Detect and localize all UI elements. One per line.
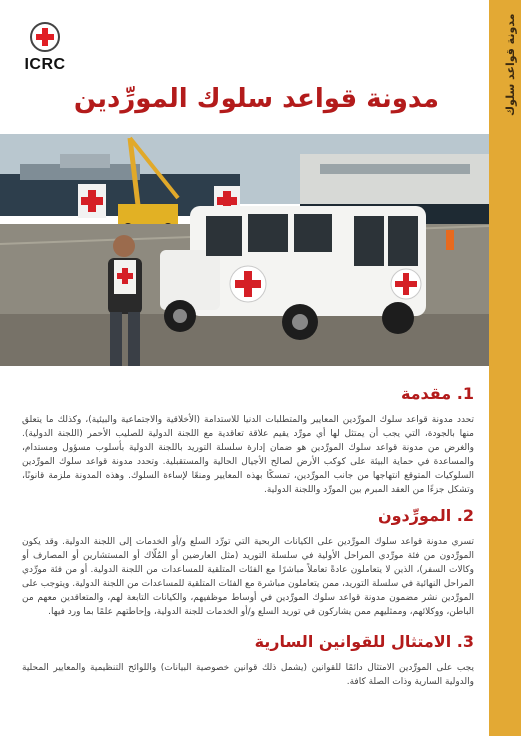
section-compliance (22, 632, 474, 689)
section-suppliers (22, 506, 474, 619)
section-heading: 3. الامتثال للقوانين السارية (254, 632, 474, 651)
logo-wordmark: ICRC (24, 56, 66, 73)
red-cross-emblem-icon (30, 22, 60, 52)
port-photo-illustration (0, 134, 489, 366)
icrc-logo (22, 22, 68, 74)
side-tab (489, 0, 521, 736)
page-title: مدونة قواعد سلوك المورِّدين (73, 84, 439, 114)
side-tab-label: مدونة قواعد سلوك (504, 14, 517, 117)
section-heading: 1. مقدمة (400, 384, 474, 403)
section-body: يجب على المورِّدين الامتثال دائمًا للقوانين (يشمل ذلك قوانين خصوصية البيانات) واللوائح التنظيمية والمعايير المحلية والدولية السارية وذات الصلة كافة. (22, 663, 474, 687)
section-introduction (22, 384, 474, 497)
section-body: تسري مدونة قواعد سلوك المورِّدين على الكيانات الربحية التي تورِّد السلع و/أو الخدمات إلى اللجنة الدولية. وقد يكون المورِّدون من فئة مورِّدي المراحل الأولية في سلسلة التوريد (مثل العارضين أو المُلّاك أو المستشارين أو المصارف أو وكالات السفر)، الذين لا يتعاملون عادةً تعاملاً مباشرًا مع الفئات المتلقية للمساعدات من اللجنة الدولية. أو من فئة مورِّدي المراحل النهائية في سلسلة التوريد، ممن يتعاملون مباشرة مع الفئات المتلقية للمساعدات من اللجنة الدولية. ويتوجب على المورِّدين نشر مضمون مدونة قواعد سلوك المورِّدين في أوساط موظفيهم، والكيانات التابعة لهم، والمتعاقدين معهم من الباطن، ووكلائهم، وممثليهم ممن يشاركون في توريد السلع و/أو الخدمات للجنة الدولية، وإحاطتهم علمًا بما ورد فيها. (22, 537, 474, 617)
section-heading: 2. المورِّدون (377, 506, 474, 525)
section-body: تحدد مدونة قواعد سلوك المورِّدين المعايير والمتطلبات الدنيا للاستدامة (الأخلاقية والاجتماعية والبيئية)، وكذلك ما يتعلق منها بالجودة، التي يجب أن يمتثل لها أي مورِّد يقيم علاقة تعاقدية مع اللجنة الدولية للصليب الأحمر (اللجنة الدولية). والغرض من مدونة قواعد سلوك المورِّدين هو ضمان إدارة سلسلة التوريد باللجنة الدولية بأسلوب مسؤول ومستدام، والمساعدة في حماية البيئة على كوكب الأرض لصالح الأجيال الحالية والمستقبلية. وتحدد مدونة قواعد سلوك المورِّدين السلوكيات المتوقع انتهاجها من جانب المورِّدين، تمسكًا بهذه المعايير ومنعًا لإساءة السلوك. وهذه المدونة ملزمة قانونًا، وتشكل جزءًا من العقد المبرم بين المورِّد واللجنة الدولية. (22, 415, 474, 495)
cover-photo (0, 134, 489, 366)
